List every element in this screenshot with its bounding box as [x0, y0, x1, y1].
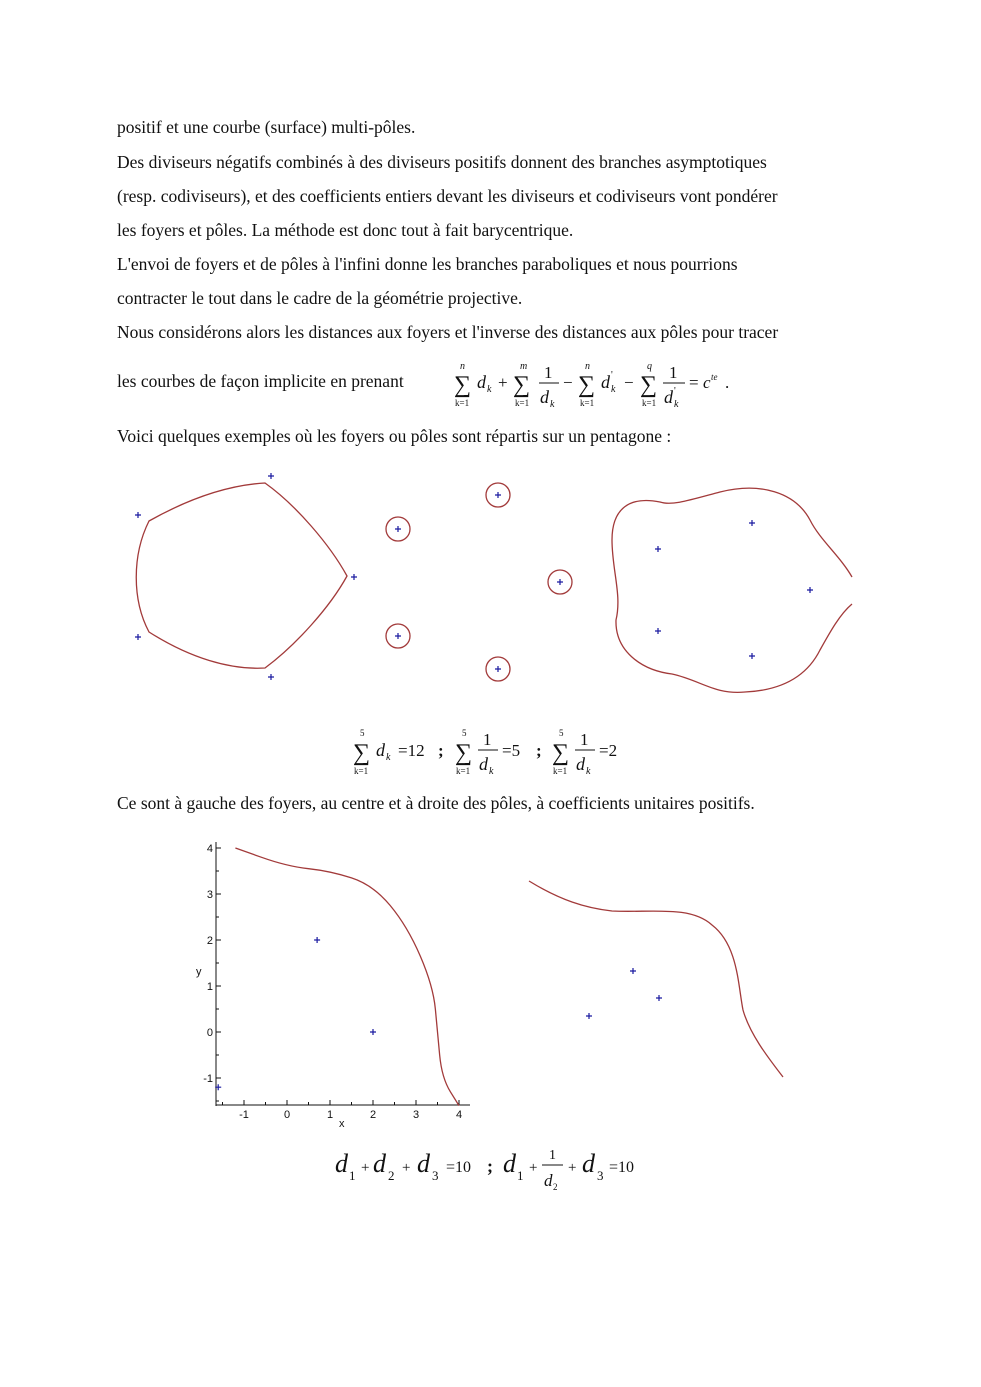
- y-tick-label: 4: [206, 843, 213, 855]
- pole-marker: [656, 995, 662, 1001]
- formula-term: d: [477, 372, 486, 392]
- formula-term: d: [601, 372, 610, 392]
- sum-bottom: k=1: [354, 766, 369, 776]
- sum-bottom: k=1: [455, 398, 470, 408]
- formula-main: [454, 361, 729, 410]
- sum-bottom: k=1: [580, 398, 595, 408]
- x-tick-label: 1: [326, 1109, 334, 1121]
- focus-marker: [135, 634, 141, 640]
- implicit-curve-pole: [529, 881, 783, 1077]
- fraction-denominator: d: [576, 754, 585, 774]
- formula-sub: k: [550, 399, 555, 410]
- sum-top: m: [520, 361, 528, 372]
- formula-value: =10: [609, 1159, 635, 1176]
- sigma-symbol: ∑: [513, 372, 531, 398]
- pole-plot-markers: [586, 968, 662, 1019]
- pole-marker: [749, 520, 755, 526]
- fraction-denominator: d: [664, 387, 673, 407]
- sum-bottom: k=1: [553, 766, 568, 776]
- formula-separator: ;: [487, 1156, 493, 1176]
- fraction-denominator: d: [544, 1171, 553, 1190]
- formula-op: +: [529, 1160, 538, 1176]
- paragraph-line: Des diviseurs négatifs combinés à des diviseurs positifs donnent des branches asymptotiques: [117, 152, 767, 172]
- x-tick-label: 0: [283, 1109, 291, 1121]
- formula-constant: c: [703, 373, 711, 392]
- y-axis-label: y: [196, 966, 202, 978]
- x-tick-label: 3: [412, 1109, 420, 1121]
- pole-marker: [807, 587, 813, 593]
- pole-marker: [395, 526, 401, 532]
- x-tick-label: 2: [369, 1109, 377, 1121]
- formula-sub: k: [674, 399, 679, 410]
- paragraph-line: L'envoi de foyers et de pôles à l'infini donne les branches paraboliques et nous pourrions: [117, 254, 738, 274]
- focus-marker: [268, 674, 274, 680]
- y-tick-label: 3: [206, 889, 213, 901]
- pole-marker: [655, 628, 661, 634]
- sum-top: 5: [462, 728, 467, 738]
- formula-sub: k: [489, 766, 494, 777]
- paragraph-line: contracter le tout dans le cadre de la géométrie projective.: [117, 288, 523, 308]
- sum-top: n: [460, 361, 465, 372]
- formula-value: =2: [599, 741, 618, 760]
- focus-markers: [215, 937, 376, 1090]
- y-tick-label: 2: [206, 935, 213, 947]
- pole-marker: [495, 492, 501, 498]
- tick-marks: [216, 848, 459, 1105]
- formula-sub: 3: [597, 1168, 604, 1183]
- formula-separator: ;: [438, 741, 444, 760]
- focus-marker: [314, 937, 320, 943]
- focus-curve-left: [136, 483, 347, 668]
- x-tick-labels: [239, 1109, 462, 1121]
- formula-op: −: [563, 373, 573, 392]
- sigma-symbol: ∑: [578, 372, 596, 398]
- formula-sub: 3: [432, 1168, 439, 1183]
- fraction-numerator: 1: [549, 1148, 556, 1163]
- formula-op: +: [402, 1160, 411, 1176]
- formula-sup: te: [711, 372, 718, 382]
- paragraph-line: (resp. codiviseurs), et des coefficients entiers devant les diviseurs et codiviseurs vont pondérer: [117, 186, 778, 206]
- x-tick-label: -1: [239, 1109, 249, 1121]
- fraction-denominator: d: [540, 387, 549, 407]
- focus-marker: [370, 1029, 376, 1035]
- formula-op: +: [568, 1160, 577, 1176]
- formula-value: =10: [446, 1159, 472, 1176]
- formula-term: d: [376, 740, 385, 760]
- pole-plot: [529, 881, 783, 1077]
- pentagon-figures: [136, 483, 852, 692]
- formula-bottom: [335, 1148, 634, 1192]
- sum-top: q: [647, 361, 652, 372]
- y-tick-label: 0: [206, 1027, 213, 1039]
- formula-sub: 2: [388, 1168, 395, 1183]
- sigma-symbol: ∑: [552, 740, 570, 766]
- pentagon-markers: [135, 473, 813, 680]
- formula-sub: k: [586, 766, 591, 777]
- formula-sub: 1: [517, 1168, 524, 1183]
- pole-marker: [395, 633, 401, 639]
- fraction-numerator: 1: [669, 363, 678, 382]
- formula-sub: 2: [553, 1182, 558, 1192]
- formula-op: −: [624, 373, 634, 392]
- formula-period: .: [725, 373, 730, 392]
- focus-marker: [630, 968, 636, 974]
- paragraph-line: positif et une courbe (surface) multi-pôles.: [117, 117, 416, 137]
- implicit-curve-foci: [235, 848, 459, 1106]
- sigma-symbol: ∑: [455, 740, 473, 766]
- paragraph-line: Ce sont à gauche des foyers, au centre et à droite des pôles, à coefficients unitaires positifs.: [117, 793, 755, 813]
- pole-curve-right: [612, 488, 852, 692]
- fraction-numerator: 1: [483, 730, 492, 749]
- formula-separator: ;: [536, 741, 542, 760]
- fraction-numerator: 1: [580, 730, 589, 749]
- formula-prime: ': [611, 370, 613, 381]
- formula-prime: ': [674, 386, 676, 397]
- pole-marker: [557, 579, 563, 585]
- formula-term: d: [417, 1149, 430, 1178]
- pole-marker: [749, 653, 755, 659]
- focus-marker: [351, 574, 357, 580]
- fraction-numerator: 1: [544, 363, 553, 382]
- y-tick-label: 1: [206, 981, 213, 993]
- sum-top: 5: [559, 728, 564, 738]
- formula-sub: k: [611, 384, 616, 395]
- y-tick-label: -1: [203, 1073, 213, 1085]
- sigma-symbol: ∑: [454, 372, 472, 398]
- formula-term: d: [335, 1149, 348, 1178]
- paragraph-line: les foyers et pôles. La méthode est donc tout à fait barycentrique.: [117, 220, 574, 240]
- pole-marker: [655, 546, 661, 552]
- formula-sub: 1: [349, 1168, 356, 1183]
- pole-marker: [495, 666, 501, 672]
- focus-marker: [268, 473, 274, 479]
- y-tick-labels: [203, 843, 213, 1085]
- formula-sub: k: [386, 752, 391, 763]
- sigma-symbol: ∑: [353, 740, 371, 766]
- paragraph-line: Nous considérons alors les distances aux foyers et l'inverse des distances aux pôles pour tracer: [117, 322, 779, 342]
- sum-top: n: [585, 361, 590, 372]
- x-axis-label: x: [339, 1118, 345, 1130]
- formula-value: =12: [398, 741, 425, 760]
- formula-sub: k: [487, 384, 492, 395]
- paragraph-line: les courbes de façon implicite en prenant: [117, 371, 404, 391]
- axis-plot: [196, 842, 470, 1130]
- focus-marker: [586, 1013, 592, 1019]
- sum-top: 5: [360, 728, 365, 738]
- sum-bottom: k=1: [515, 398, 530, 408]
- fraction-denominator: d: [479, 754, 488, 774]
- formula-term: d: [373, 1149, 386, 1178]
- sigma-symbol: ∑: [640, 372, 658, 398]
- formula-value: =5: [502, 741, 521, 760]
- focus-marker: [135, 512, 141, 518]
- paragraph-line: Voici quelques exemples où les foyers ou pôles sont répartis sur un pentagone :: [117, 426, 672, 446]
- sum-bottom: k=1: [456, 766, 471, 776]
- formula-pentagon: [353, 728, 617, 777]
- sum-bottom: k=1: [642, 398, 657, 408]
- formula-term: d: [503, 1149, 516, 1178]
- x-tick-label: 4: [455, 1109, 463, 1121]
- formula-term: d: [582, 1149, 595, 1178]
- formula-op: +: [498, 373, 508, 392]
- formula-op: =: [689, 373, 699, 392]
- formula-op: +: [361, 1160, 370, 1176]
